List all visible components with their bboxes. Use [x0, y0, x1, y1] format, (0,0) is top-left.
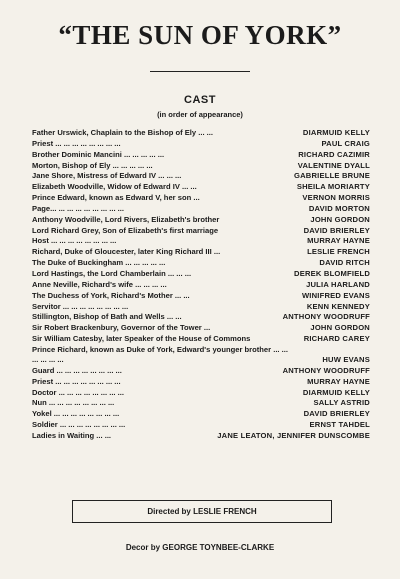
cast-row — [32, 280, 370, 291]
cast-role: Prince Richard, known as Duke of York, Edward's younger brother ... ... ... ... ... ... — [32, 344, 288, 365]
cast-actor: SALLY ASTRID — [313, 398, 370, 408]
cast-actor: DAVID BRIERLEY — [303, 409, 370, 419]
cast-role: Lord Richard Grey, Son of Elizabeth's first marriage — [32, 225, 219, 235]
cast-role: Stillington, Bishop of Bath and Wells ... ... — [32, 312, 182, 322]
title-divider — [150, 71, 250, 72]
cast-row — [32, 409, 370, 420]
cast-role: Ladies in Waiting ... ... — [32, 430, 112, 440]
cast-row — [32, 161, 370, 172]
cast-actor: ERNST TAHDEL — [309, 420, 370, 430]
cast-actor: PAUL CRAIG — [321, 138, 370, 148]
cast-row — [32, 302, 370, 313]
cast-subheading: (in order of appearance) — [157, 110, 243, 119]
cast-row — [32, 247, 370, 258]
cast-row — [32, 139, 370, 150]
cast-role: Anne Neville, Richard's wife ... ... ... ... — [32, 279, 167, 289]
cast-role: Priest ... ... ... ... ... ... ... ... — [32, 376, 121, 386]
cast-heading: CAST — [184, 94, 216, 106]
cast-row — [32, 236, 370, 247]
cast-actor: ANTHONY WOODRUFF — [282, 312, 370, 322]
cast-actor: VALENTINE DYALL — [297, 160, 370, 170]
cast-role: Richard, Duke of Gloucester, later King Richard III ... — [32, 247, 221, 257]
cast-role: Jane Shore, Mistress of Edward IV ... ... ... — [32, 171, 182, 181]
cast-actor: JULIA HARLAND — [306, 279, 370, 289]
cast-actor: VERNON MORRIS — [302, 193, 370, 203]
cast-actor: LESLIE FRENCH — [307, 247, 370, 257]
cast-actor: JOHN GORDON — [310, 214, 370, 224]
cast-role: Doctor ... ... ... ... ... ... ... ... — [32, 387, 124, 397]
cast-actor: KENN KENNEDY — [306, 301, 370, 311]
cast-actor: SHEILA MORIARTY — [296, 182, 370, 192]
cast-actor: RICHARD CAREY — [303, 334, 370, 344]
cast-row — [32, 388, 370, 399]
cast-role: Soldier ... ... ... ... ... ... ... ... — [32, 420, 126, 430]
cast-role: Sir William Catesby, later Speaker of the House of Commons — [32, 334, 251, 344]
cast-row — [32, 420, 370, 431]
cast-row — [32, 204, 370, 215]
cast-actor: ANTHONY WOODRUFF — [282, 365, 370, 375]
cast-role: The Duke of Buckingham ... ... ... ... ... — [32, 258, 166, 268]
cast-row — [32, 182, 370, 193]
cast-actor: GABRIELLE BRUNE — [294, 171, 370, 181]
cast-row — [32, 128, 370, 139]
cast-actor: MURRAY HAYNE — [307, 236, 370, 246]
cast-role: Father Urswick, Chaplain to the Bishop of Ely ... ... — [32, 128, 214, 137]
cast-row — [32, 269, 370, 280]
cast-row — [32, 150, 370, 161]
cast-role: Morton, Bishop of Ely ... ... ... ... ... — [32, 160, 153, 170]
cast-row — [32, 193, 370, 204]
cast-row — [32, 323, 370, 334]
cast-row — [32, 398, 370, 409]
cast-row — [32, 258, 370, 269]
cast-role: Page... ... ... ... ... ... ... ... ... — [32, 203, 124, 213]
cast-actor: DAVID BRIERLEY — [303, 225, 370, 235]
cast-actor: RICHARD CAZIMIR — [298, 149, 370, 159]
cast-role: Sir Robert Brackenbury, Governor of the Tower ... — [32, 323, 211, 333]
cast-role: Lord Hastings, the Lord Chamberlain ... ... ... — [32, 268, 192, 278]
cast-row — [32, 312, 370, 323]
cast-actor: DAVID RITCH — [319, 258, 370, 268]
cast-row — [32, 215, 370, 226]
decor-credit: Decor by GEORGE TOYNBEE-CLARKE — [125, 543, 275, 552]
cast-actor: DIARMUID KELLY — [302, 128, 370, 137]
cast-role: The Duchess of York, Richard's Mother ... ... — [32, 290, 190, 300]
cast-actor: DEREK BLOMFIELD — [294, 268, 370, 278]
cast-role: Prince Edward, known as Edward V, her son ... — [32, 193, 200, 203]
cast-role: Brother Dominic Mancini ... ... ... ... ... — [32, 149, 165, 159]
cast-row — [32, 334, 370, 345]
cast-actor: HUW EVANS — [322, 355, 370, 365]
cast-role: Servitor ... ... ... ... ... ... ... ... — [32, 301, 129, 311]
cast-role: Priest ... ... ... ... ... ... ... ... — [32, 138, 121, 148]
cast-row — [32, 291, 370, 302]
cast-role: Nun ... ... ... ... ... ... ... ... — [32, 398, 115, 408]
cast-role: Yokel ... ... ... ... ... ... ... ... — [32, 409, 120, 419]
cast-row — [32, 171, 370, 182]
cast-row — [32, 345, 370, 366]
cast-row — [32, 377, 370, 388]
director-text: Directed by LESLIE FRENCH — [147, 507, 257, 516]
cast-role: Guard ... ... ... ... ... ... ... ... — [32, 365, 122, 375]
play-title: “THE SUN OF YORK” — [58, 20, 342, 50]
cast-actor: MURRAY HAYNE — [307, 376, 370, 386]
cast-role: Host ... ... ... ... ... ... ... ... — [32, 236, 117, 246]
cast-row — [32, 226, 370, 237]
cast-row — [32, 431, 370, 442]
cast-role: Elizabeth Woodville, Widow of Edward IV ... ... — [32, 182, 197, 192]
director-credit — [72, 500, 332, 523]
cast-list — [32, 128, 370, 442]
cast-row — [32, 366, 370, 377]
cast-actor: DIARMUID KELLY — [302, 387, 370, 397]
cast-role: Anthony Woodville, Lord Rivers, Elizabeth's brother — [32, 214, 220, 224]
cast-actor: JOHN GORDON — [310, 323, 370, 333]
cast-actor: JANE LEATON, JENNIFER DUNSCOMBE — [217, 430, 370, 440]
cast-actor: WINIFRED EVANS — [301, 290, 370, 300]
cast-actor: DAVID MORTON — [308, 203, 370, 213]
